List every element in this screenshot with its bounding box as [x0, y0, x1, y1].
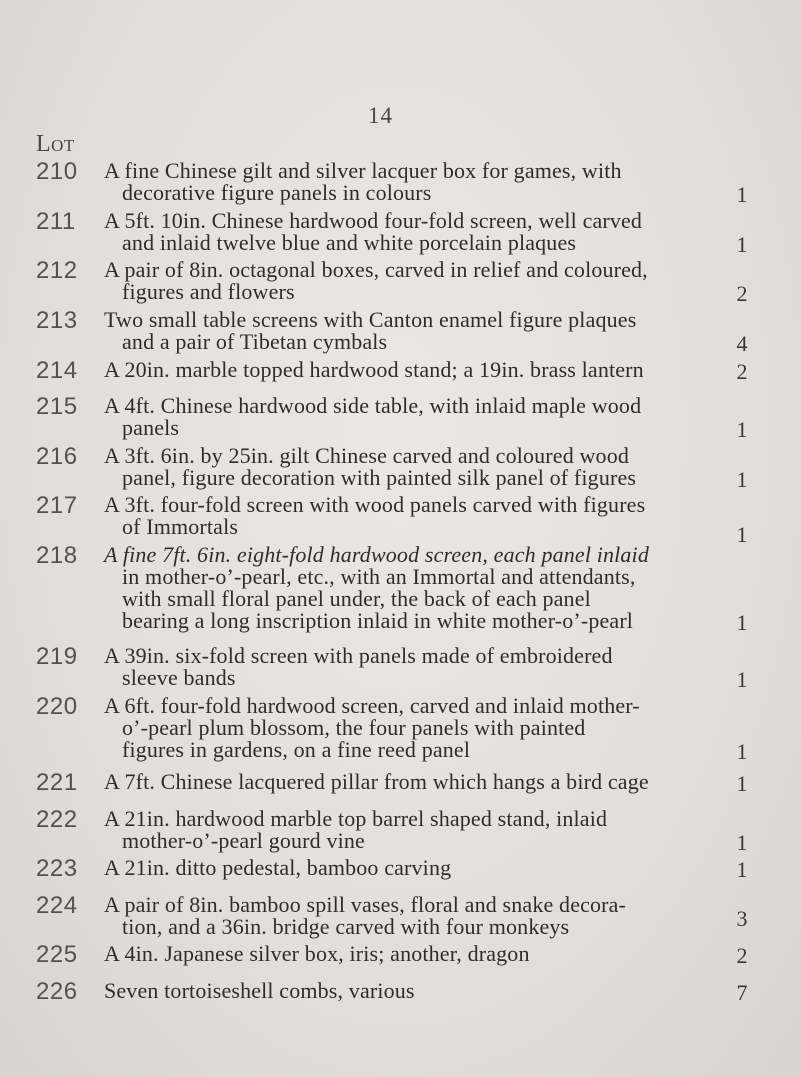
lot-description: A 6ft. four-fold hardwood screen, carved and inlaid mother- o’-pearl plum blossom, the four panels with painted figures in gardens, on a fine reed panel [104, 693, 640, 762]
lot-number: 210 [36, 158, 78, 185]
lot-description: A 3ft. four-fold screen with wood panels carved with figures of Immortals [104, 492, 646, 539]
lot-quantity: 2 [736, 281, 748, 306]
lot-number: 224 [36, 892, 78, 919]
lot-column-header: Lot [36, 131, 75, 157]
page-number: 14 [368, 103, 393, 128]
lot-description: A pair of 8in. octagonal boxes, carved in relief and coloured, figures and flowers [104, 257, 648, 304]
lot-number: 215 [36, 393, 78, 420]
lot-quantity: 1 [736, 830, 748, 855]
lot-number: 226 [36, 978, 78, 1005]
lot-description: A 21in. ditto pedestal, bamboo carving [104, 855, 452, 880]
lot-quantity: 1 [736, 857, 748, 882]
lot-description: A 4in. Japanese silver box, iris; another, dragon [104, 941, 530, 966]
lot-description: A 4ft. Chinese hardwood side table, with inlaid maple wood panels [104, 393, 642, 440]
lot-description: Seven tortoiseshell combs, various [104, 978, 415, 1003]
lot-description: A 7ft. Chinese lacquered pillar from which hangs a bird cage [104, 769, 649, 794]
lot-description: A pair of 8in. bamboo spill vases, floral and snake decora- tion, and a 36in. bridge carved with four monkeys [104, 892, 627, 939]
lot-quantity: 1 [736, 610, 748, 635]
lot-quantity: 2 [736, 943, 748, 968]
lot-number: 216 [36, 443, 78, 470]
lot-quantity: 1 [736, 771, 748, 796]
lot-number: 219 [36, 643, 78, 670]
lot-description: A 21in. hardwood marble top barrel shaped stand, inlaid mother-o’-pearl gourd vine [104, 806, 608, 853]
lot-quantity: 4 [736, 331, 748, 356]
lot-description: A 39in. six-fold screen with panels made of embroidered sleeve bands [104, 643, 613, 690]
lot-quantity: 1 [736, 467, 748, 492]
lot-description-continued: in mother-o’-pearl, etc., with an Immortal and attendants, with small floral panel under, the back of each panel bearing a long inscription inlaid in white mother-o’-pearl [122, 564, 636, 633]
lot-quantity: 1 [736, 667, 748, 692]
lot-quantity: 2 [736, 359, 748, 384]
lot-number: 213 [36, 307, 78, 334]
lot-description: A 3ft. 6in. by 25in. gilt Chinese carved and coloured wood panel, figure decoration with painted silk panel of figures [104, 443, 637, 490]
lot-number: 223 [36, 855, 78, 882]
lot-quantity: 7 [736, 980, 748, 1005]
lot-description: A 5ft. 10in. Chinese hardwood four-fold screen, well carved and inlaid twelve blue and white porcelain plaques [104, 208, 643, 255]
lot-number: 212 [36, 257, 78, 284]
lot-description: A fine 7ft. 6in. eight-fold hardwood screen, each panel inlaid [104, 542, 649, 567]
lot-number: 214 [36, 357, 78, 384]
lot-number: 211 [36, 208, 76, 235]
lot-quantity: 1 [736, 739, 748, 764]
lot-quantity: 1 [736, 232, 748, 257]
lot-description: Two small table screens with Canton enamel figure plaques and a pair of Tibetan cymbals [104, 307, 637, 354]
lot-number: 222 [36, 806, 78, 833]
lot-number: 221 [36, 769, 78, 796]
lot-quantity: 1 [736, 522, 748, 547]
lot-number: 217 [36, 492, 78, 519]
lot-number: 220 [36, 693, 78, 720]
lot-number: 218 [36, 542, 78, 569]
lot-number: 225 [36, 941, 78, 968]
lot-quantity: 1 [736, 417, 748, 442]
lot-description: A 20in. marble topped hardwood stand; a 19in. brass lantern [104, 357, 644, 382]
lot-quantity: 3 [736, 906, 748, 931]
lot-description: A fine Chinese gilt and silver lacquer box for games, with decorative figure panels in colours [104, 158, 622, 205]
lot-quantity: 1 [736, 182, 748, 207]
